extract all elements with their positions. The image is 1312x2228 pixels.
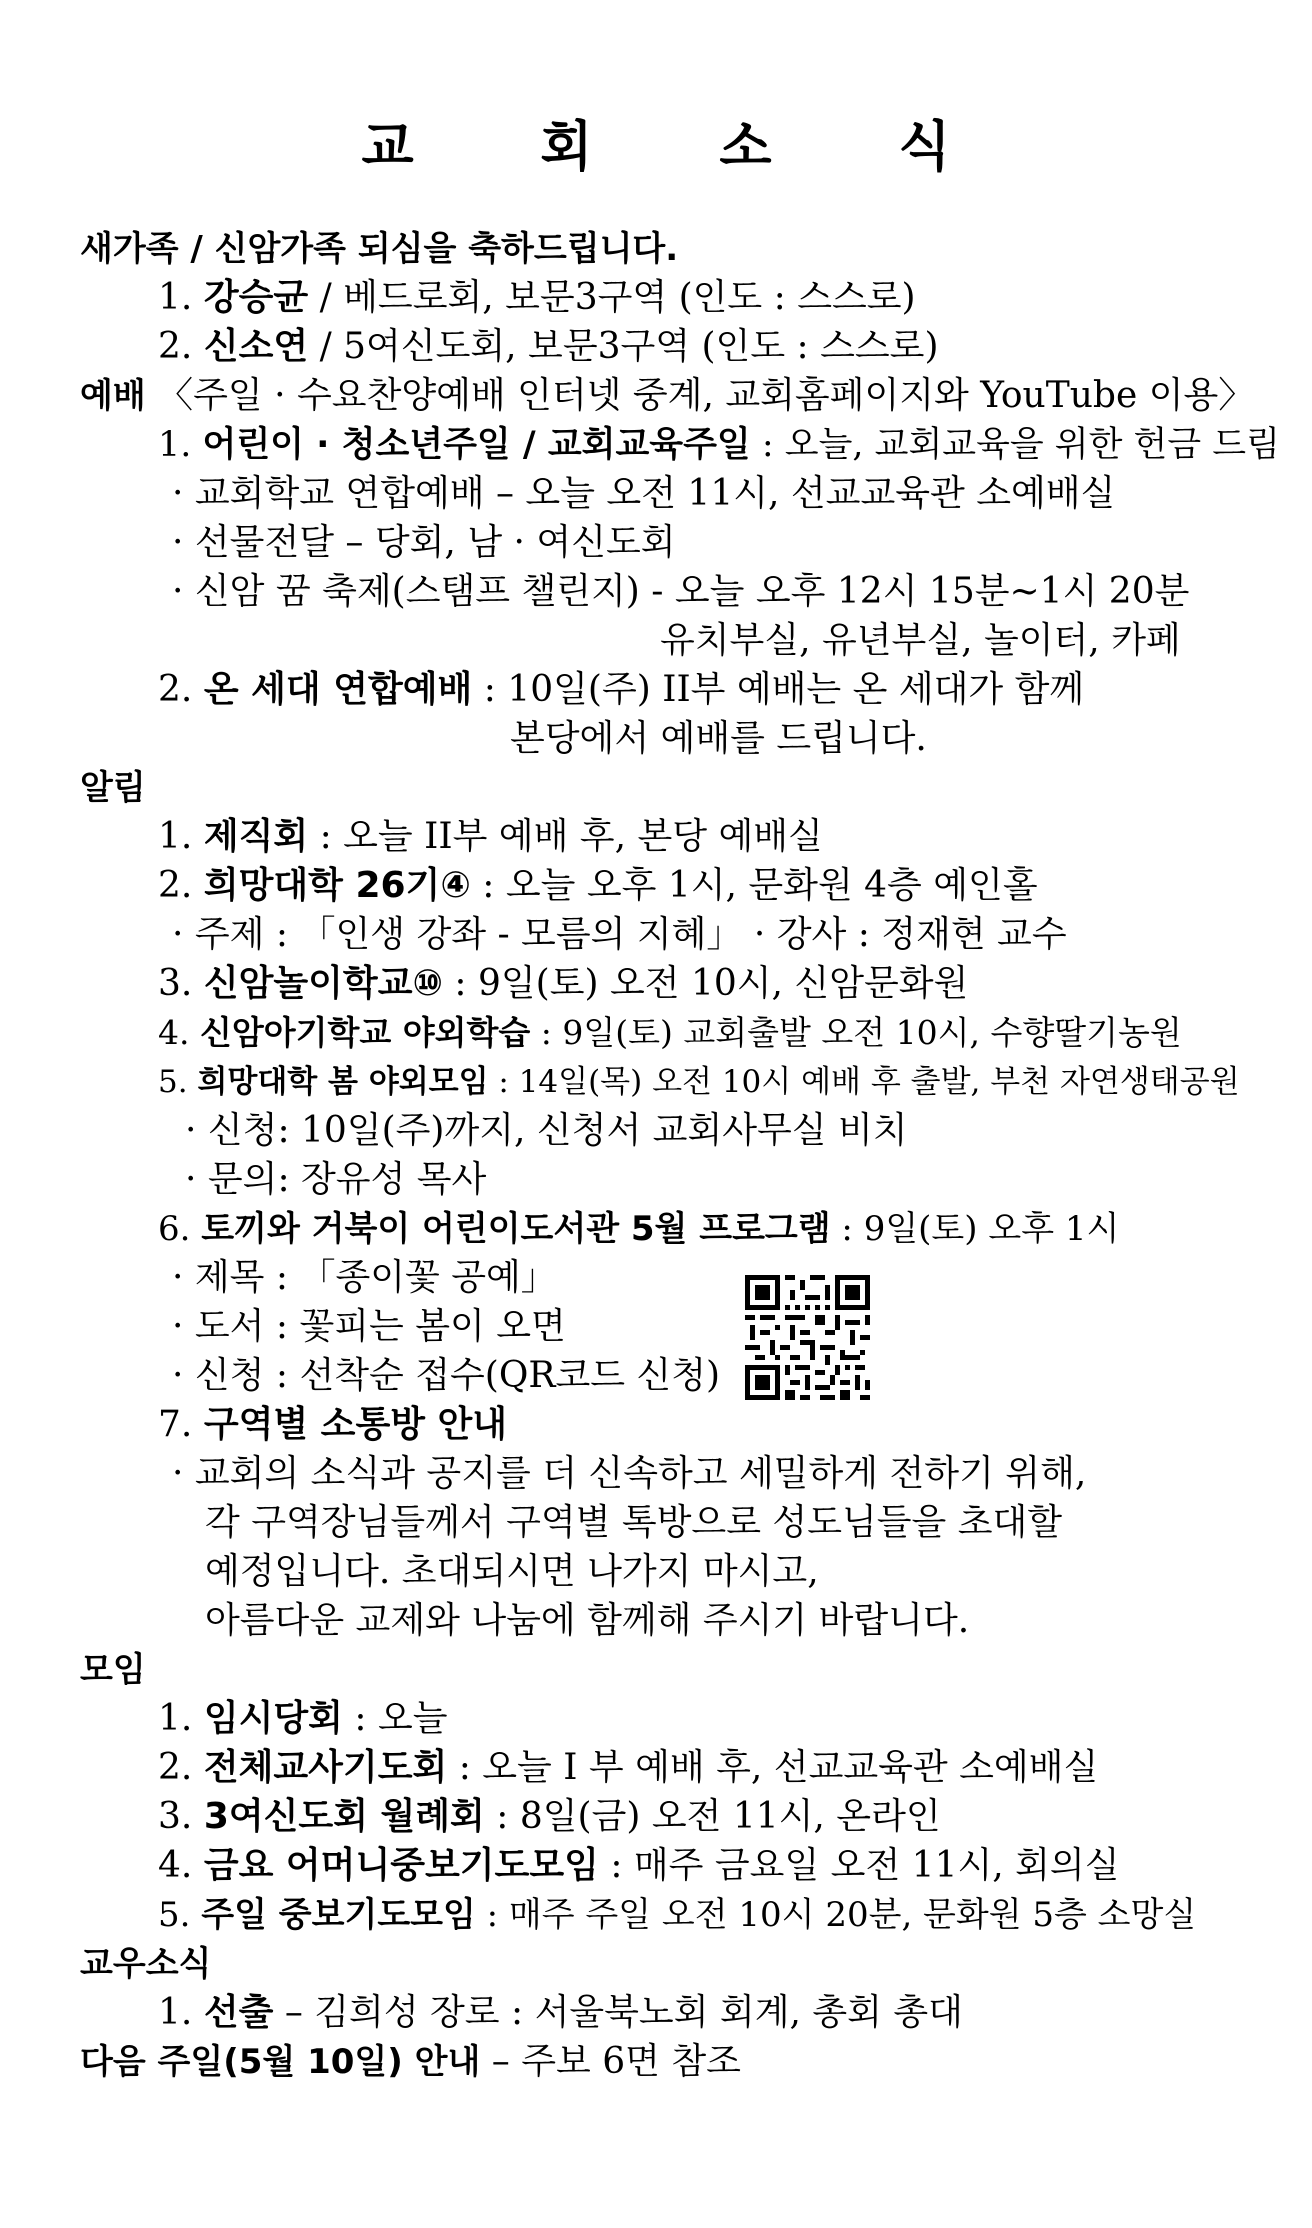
section-heading-members: 교우소식: [80, 1944, 212, 1984]
list-item: 3. 신암놀이학교⑩ : 9일(토) 오전 10시, 신암문화원: [158, 963, 969, 1004]
sub-item: · 신청: 10일(주)까지, 신청서 교회사무실 비치: [185, 1110, 908, 1151]
list-item-continuation: 본당에서 예배를 드립니다.: [510, 718, 927, 759]
qr-code[interactable]: [745, 1275, 870, 1400]
list-item: 2. 온 세대 연합예배 : 10일(주) II부 예배는 온 세대가 함께: [158, 669, 1085, 710]
sub-item-continuation: 각 구역장님들께서 구역별 톡방으로 성도님들을 초대할: [205, 1502, 1063, 1543]
list-item: 6. 토끼와 거북이 어린이도서관 5월 프로그램 : 9일(토) 오후 1시: [158, 1209, 1120, 1249]
list-item: 1. 선출 – 김희성 장로 : 서울북노회 회계, 총회 총대: [158, 1992, 963, 2033]
list-item: 2. 전체교사기도회 : 오늘 I 부 예배 후, 선교교육관 소예배실: [158, 1747, 1099, 1788]
sub-item: · 교회학교 연합예배 – 오늘 오전 11시, 선교교육관 소예배실: [172, 473, 1116, 514]
list-item: 3. 3여신도회 월례회 : 8일(금) 오전 11시, 온라인: [158, 1796, 941, 1837]
sub-item: · 선물전달 – 당회, 남 · 여신도회: [172, 522, 676, 563]
sub-item: · 문의: 장유성 목사: [185, 1159, 487, 1200]
sub-item: · 주제 : 「인생 강좌 - 모름의 지혜」 · 강사 : 정재현 교수: [172, 914, 1067, 955]
page-title: 교 회 소 식: [361, 115, 1005, 178]
sub-item-continuation: 유치부실, 유년부실, 놀이터, 카페: [660, 620, 1181, 661]
sub-item: · 신청 : 선착순 접수(QR코드 신청): [172, 1355, 721, 1396]
section-heading-notices: 알림: [80, 768, 146, 808]
list-item: 1. 강승균 / 베드로회, 보문3구역 (인도 : 스스로): [158, 277, 916, 318]
sub-item: · 제목 : 「종이꽃 공예」: [172, 1257, 557, 1298]
section-heading-worship: 예배 〈주일 · 수요찬양예배 인터넷 중계, 교회홈페이지와 YouTube 이용〉: [80, 375, 1255, 416]
next-sunday-notice: 다음 주일(5월 10일) 안내 – 주보 6면 참조: [80, 2041, 741, 2082]
sub-item: · 신암 꿈 축제(스탬프 챌린지) - 오늘 오후 12시 15분~1시 20분: [172, 571, 1190, 612]
list-item: 5. 희망대학 봄 야외모임 : 14일(목) 오전 10시 예배 후 출발, 부천 자연생태공원: [158, 1064, 1240, 1100]
list-item: 1. 어린이 · 청소년주일 / 교회교육주일 : 오늘, 교회교육을 위한 헌금 드림: [158, 425, 1280, 465]
section-heading-new-family: 새가족 / 신암가족 되심을 축하드립니다.: [80, 229, 679, 269]
list-item: 7. 구역별 소통방 안내: [158, 1404, 508, 1445]
list-item: 5. 주일 중보기도모임 : 매주 주일 오전 10시 20분, 문화원 5층 소망실: [158, 1895, 1197, 1935]
list-item: 4. 신암아기학교 야외학습 : 9일(토) 교회출발 오전 10시, 수향딸기농원: [158, 1013, 1182, 1052]
list-item: 1. 제직회 : 오늘 II부 예배 후, 본당 예배실: [158, 816, 823, 857]
sub-item-continuation: 아름다운 교제와 나눔에 함께해 주시기 바랍니다.: [205, 1600, 970, 1641]
list-item: 2. 희망대학 26기④ : 오늘 오후 1시, 문화원 4층 예인홀: [158, 865, 1038, 906]
list-item: 2. 신소연 / 5여신도회, 보문3구역 (인도 : 스스로): [158, 326, 939, 367]
section-heading-meetings: 모임: [80, 1650, 146, 1690]
sub-item: · 도서 : 꽃피는 봄이 오면: [172, 1306, 566, 1347]
list-item: 4. 금요 어머니중보기도모임 : 매주 금요일 오전 11시, 회의실: [158, 1845, 1120, 1886]
list-item: 1. 임시당회 : 오늘: [158, 1698, 448, 1739]
sub-item-continuation: 예정입니다. 초대되시면 나가지 마시고,: [205, 1551, 819, 1592]
sub-item: · 교회의 소식과 공지를 더 신속하고 세밀하게 전하기 위해,: [172, 1453, 1087, 1494]
